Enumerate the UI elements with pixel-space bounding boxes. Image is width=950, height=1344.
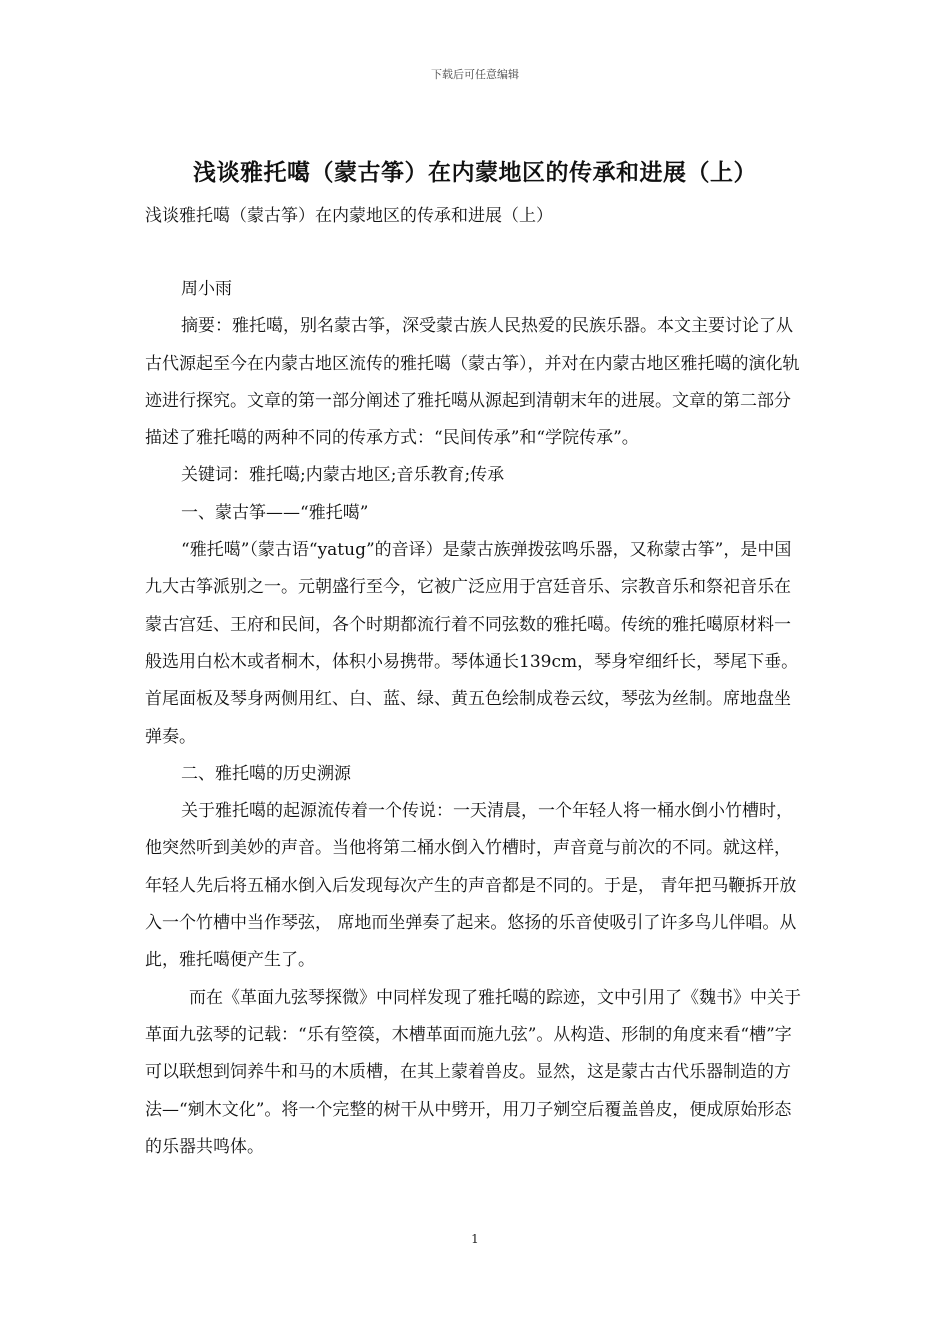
page-number: 1 [471,1232,479,1246]
keywords-line: 关键词：雅托噶;内蒙古地区;音乐教育;传承 [181,465,505,486]
author-name: 周小雨 [181,279,232,299]
section-heading-2: 二、雅托噶的历史溯源 [181,763,351,784]
document-title: 浅谈雅托噶（蒙古筝）在内蒙地区的传承和进展（上） [193,160,757,186]
section-2-paragraph-2: 而在《革面九弦琴探微》中同样发现了雅托噶的踪迹，文中引用了《魏书》中关于革面九弦琴的记载：“乐有箜篌，木槽革面而施九弦”。从构造、形制的角度来看“槽”字可以联想到饲养牛和马的木质槽，在其上蒙着兽皮。显然，这是蒙古古代乐器制造的方法—“剜木文化”。将一个完整的树干从中劈开，用刀子剜空后覆盖兽皮，便成原始形态的乐器共鸣体。 [145,987,801,1157]
section-heading-1: 一、蒙古筝——“雅托噶” [181,502,369,523]
header-note: 下载后可任意编辑 [431,68,519,81]
document-subtitle: 浅谈雅托噶（蒙古筝）在内蒙地区的传承和进展（上） [145,206,553,226]
section-1-paragraph: “雅托噶”（蒙古语“yatug”的音译）是蒙古族弹拨弦鸣乐器，又称蒙古筝”，是中国九大古筝派别之一。元朝盛行至今，它被广泛应用于宫廷音乐、宗教音乐和祭祀音乐在蒙古宫廷、王府和民间，各个时期都流行着不同弦数的雅托噶。传统的雅托噶原材料一般选用白松木或者桐木，体积小易携带。琴体通长139cm，琴身窄细纤长，琴尾下垂。首尾面板及琴身两侧用红、白、蓝、绿、黄五色绘制成卷云纹，琴弦为丝制。席地盘坐弹奏。 [145,540,799,747]
section-2-paragraph-1: 关于雅托噶的起源流传着一个传说：一天清晨，一个年轻人将一桶水倒小竹槽时， 他突然听到美妙的声音。当他将第二桶水倒入竹槽时，声音竟与前次的不同。就这样， 年轻人先后将五桶水倒入后发现每次产生的声音都是不同的。于是， 青年把马鞭拆开放入一个竹槽中当作琴弦， 席地而坐弹奏了起来。悠扬的乐音使吸引了许多鸟儿伴唱。从此，雅托噶便产生了。 [145,801,797,971]
abstract-paragraph: 摘要：雅托噶，别名蒙古筝，深受蒙古族人民热爱的民族乐器。本文主要讨论了从古代源起至今在内蒙古地区流传的雅托噶（蒙古筝），并对在内蒙古地区雅托噶的演化轨迹进行探究。文章的第一部分阐述了雅托噶从源起到清朝末年的进展。文章的第二部分描述了雅托噶的两种不同的传承方式：“民间传承”和“学院传承”。 [145,316,800,449]
document-body [145,271,807,1166]
